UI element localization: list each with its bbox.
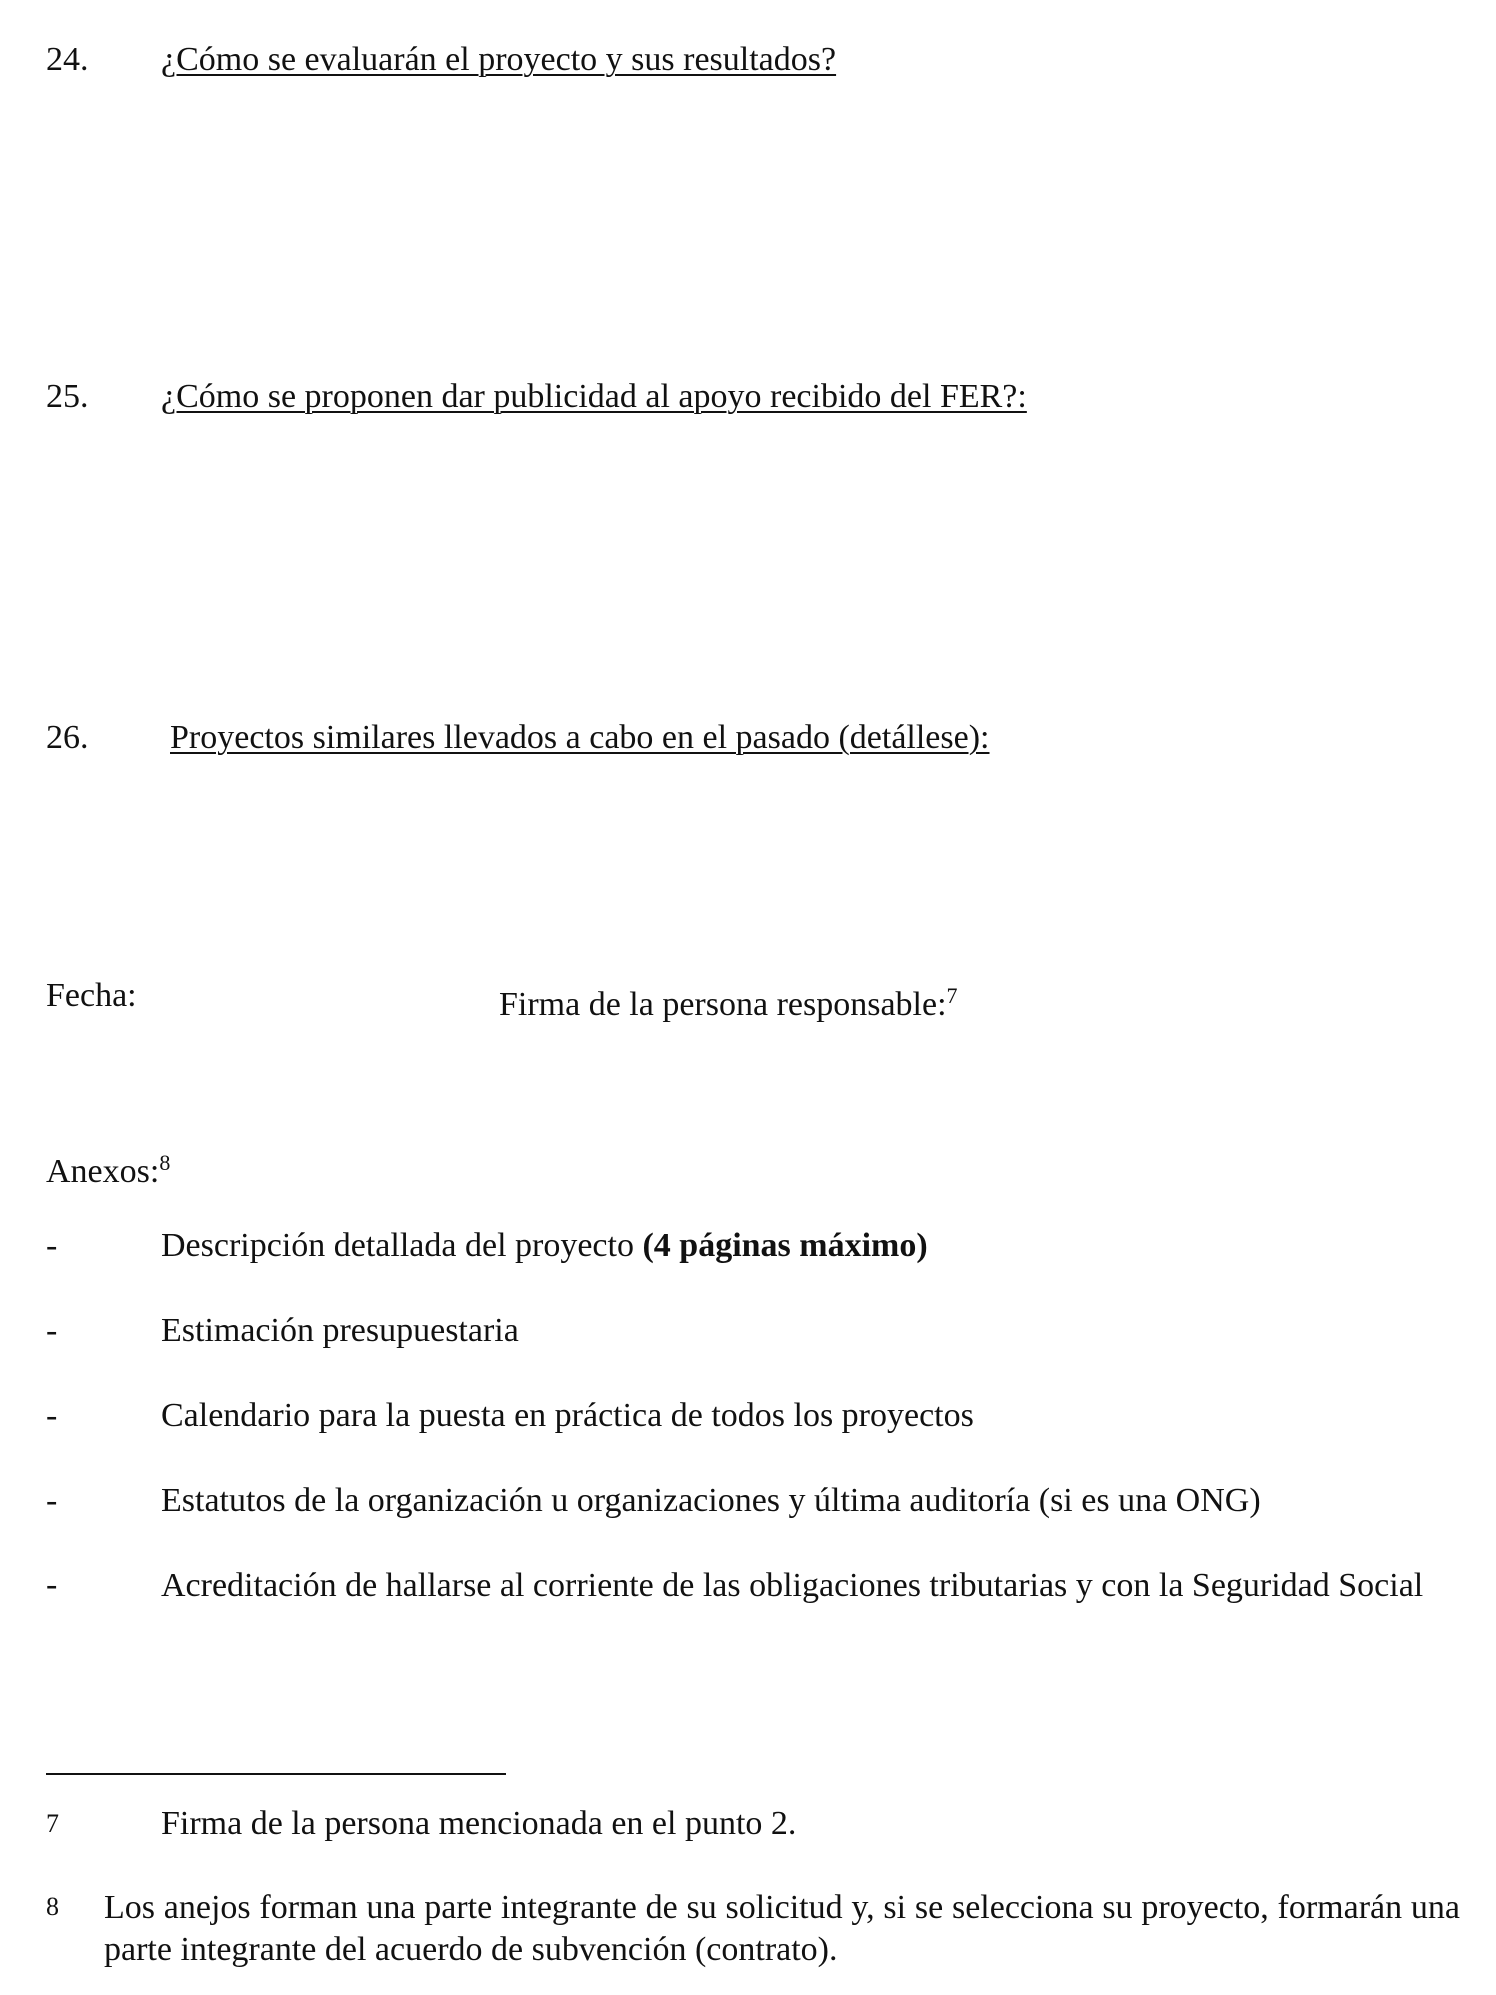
annexes-label bbox=[46, 1143, 170, 1192]
signature-label bbox=[499, 976, 958, 1025]
date-label: Fecha: bbox=[46, 977, 137, 1014]
list-bullet: - bbox=[46, 1227, 58, 1264]
list-item: Estatutos de la organización u organizaciones y última auditoría (si es una ONG) bbox=[161, 1482, 1261, 1519]
footnote-7-text: Firma de la persona mencionada en el punto 2. bbox=[161, 1805, 797, 1842]
q26-heading: Proyectos similares llevados a cabo en el pasado (detállese): bbox=[170, 719, 990, 756]
annex-item-1-bold: (4 páginas máximo) bbox=[642, 1227, 928, 1264]
list-bullet: - bbox=[46, 1397, 58, 1434]
footnote-separator bbox=[46, 1773, 506, 1775]
footnote-ref-8: 8 bbox=[159, 1150, 171, 1175]
list-bullet: - bbox=[46, 1312, 58, 1349]
list-item bbox=[161, 1226, 928, 1266]
footnote-8-number: 8 bbox=[46, 1892, 59, 1921]
list-item: Estimación presupuestaria bbox=[161, 1312, 519, 1349]
q25-heading: ¿Cómo se proponen dar publicidad al apoyo recibido del FER?: bbox=[161, 378, 1027, 415]
footnote-7-number: 7 bbox=[46, 1809, 59, 1838]
footnote-8-text: Los anejos forman una parte integrante de su solicitud y, si se selecciona su proyecto, formarán una parte integrante del acuerdo de subvención (contrato). bbox=[104, 1889, 1460, 1968]
q24-number: 24. bbox=[46, 41, 89, 78]
footnote-ref-7: 7 bbox=[946, 983, 958, 1008]
list-bullet: - bbox=[46, 1566, 58, 1603]
list-item: Calendario para la puesta en práctica de todos los proyectos bbox=[161, 1397, 974, 1434]
q25-number: 25. bbox=[46, 378, 89, 415]
annex-item-1-text: Descripción detallada del proyecto bbox=[161, 1227, 643, 1264]
list-item: Acreditación de hallarse al corriente de las obligaciones tributarias y con la Seguridad Social bbox=[161, 1567, 1424, 1604]
q24-heading: ¿Cómo se evaluarán el proyecto y sus resultados? bbox=[161, 41, 837, 78]
list-bullet: - bbox=[46, 1482, 58, 1519]
signature-label-text: Firma de la persona responsable: bbox=[499, 986, 947, 1023]
q26-number: 26. bbox=[46, 719, 89, 756]
annexes-label-text: Anexos: bbox=[46, 1153, 160, 1190]
